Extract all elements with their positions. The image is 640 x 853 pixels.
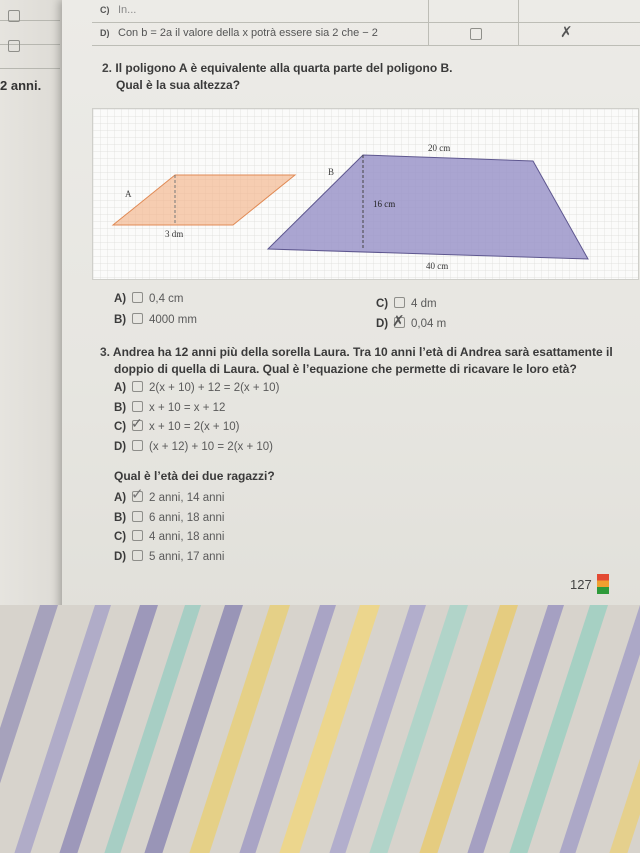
cross-mark-icon: ✗ <box>560 24 573 41</box>
row-text: In... <box>118 4 137 16</box>
answer-option[interactable] <box>114 313 197 326</box>
label-B: B <box>328 167 335 177</box>
answer-letter: C) <box>114 531 127 543</box>
checked-tick-icon[interactable]: ✓ <box>131 415 143 431</box>
answer-option[interactable] <box>114 511 224 524</box>
left-page-text: 2 anni. <box>0 78 42 93</box>
checkbox-icon <box>8 40 20 52</box>
answer-letter: C) <box>376 298 389 310</box>
book-page <box>62 0 640 615</box>
question-number: 3. <box>100 345 111 359</box>
row-text: Con b = 2a il valore della x potrà essere sia 2 che − 2 <box>118 27 378 39</box>
answer-option[interactable] <box>114 292 184 305</box>
row-key: C) <box>100 5 110 15</box>
answer-option[interactable] <box>114 530 224 543</box>
row-key: D) <box>100 28 110 38</box>
table-row <box>92 0 640 23</box>
checkbox-icon <box>8 10 20 22</box>
answer-text: 5 anni, 17 anni <box>149 551 225 563</box>
answer-text: x + 10 = x + 12 <box>149 402 226 414</box>
answer-option[interactable] <box>376 313 447 330</box>
question-text: Andrea ha 12 anni più della sorella Laura. Tra 10 anni l’età di Andrea sarà esattamente il <box>112 345 613 359</box>
answer-letter: B) <box>114 512 127 524</box>
page-number: 127 <box>570 577 592 592</box>
question-text: Qual è la sua altezza? <box>116 78 241 92</box>
checkbox-icon[interactable] <box>132 511 143 522</box>
sub-question: Qual è l’età dei due ragazzi? <box>114 469 275 483</box>
checkbox-icon[interactable] <box>394 297 405 308</box>
answer-option[interactable] <box>114 381 279 394</box>
answer-text: 0,04 m <box>411 318 447 330</box>
answer-text: 6 anni, 18 anni <box>149 512 225 524</box>
answer-letter: C) <box>114 421 127 433</box>
question-text: Il poligono A è equivalente alla quarta parte del poligono B. <box>115 61 453 75</box>
color-tab-icon <box>597 574 609 594</box>
checkbox-true[interactable] <box>470 28 482 40</box>
answer-option[interactable] <box>114 401 225 414</box>
answer-letter: B) <box>114 402 127 414</box>
answer-option[interactable] <box>114 440 273 453</box>
checkbox-icon[interactable] <box>132 401 143 412</box>
checkbox-icon[interactable] <box>132 292 143 303</box>
answer-letter: D) <box>376 318 389 330</box>
B-top-label: 20 cm <box>428 143 451 153</box>
question-text: doppio di quella di Laura. Qual è l’equazione che permette di ricavare le loro età? <box>114 362 577 376</box>
polygon-figure <box>92 108 639 280</box>
question-number: 2. <box>102 61 113 75</box>
answer-letter: A) <box>114 293 127 305</box>
answer-letter: A) <box>114 492 127 504</box>
striped-blanket <box>0 605 640 853</box>
label-A: A <box>125 189 132 199</box>
B-bottom-label: 40 cm <box>426 261 449 271</box>
checked-tick-icon[interactable]: ✓ <box>131 486 144 503</box>
blanket-stripes <box>0 605 640 853</box>
question-3 <box>100 344 613 378</box>
answer-option[interactable] <box>114 486 225 504</box>
A-base-label: 3 dm <box>165 229 184 239</box>
answer-letter: D) <box>114 551 127 563</box>
answer-text: 2(x + 10) + 12 = 2(x + 10) <box>149 382 280 394</box>
left-page-edge <box>0 0 70 610</box>
answer-option[interactable] <box>114 550 224 563</box>
checkbox-icon[interactable] <box>132 530 143 541</box>
question-2 <box>102 60 453 94</box>
answer-text: 0,4 cm <box>149 293 184 305</box>
checkbox-icon[interactable] <box>132 550 143 561</box>
answer-letter: B) <box>114 314 127 326</box>
answer-option[interactable] <box>114 415 240 433</box>
checkbox-icon[interactable] <box>132 440 143 451</box>
answer-text: 4 dm <box>411 298 437 310</box>
answer-letter: A) <box>114 382 127 394</box>
table-row <box>92 23 640 46</box>
answer-text: x + 10 = 2(x + 10) <box>149 421 240 433</box>
checked-cross-icon[interactable]: ✗ <box>392 313 405 330</box>
answer-text: 2 anni, 14 anni <box>149 492 225 504</box>
figure-svg <box>93 109 638 279</box>
true-false-table <box>92 0 640 46</box>
answer-option[interactable] <box>376 297 437 310</box>
answer-text: (x + 12) + 10 = 2(x + 10) <box>149 441 274 453</box>
answer-text: 4 anni, 18 anni <box>149 531 225 543</box>
checkbox-icon[interactable] <box>132 313 143 324</box>
answer-text: 4000 mm <box>149 314 197 326</box>
B-height-label: 16 cm <box>373 199 396 209</box>
checkbox-icon[interactable] <box>132 381 143 392</box>
answer-letter: D) <box>114 441 127 453</box>
